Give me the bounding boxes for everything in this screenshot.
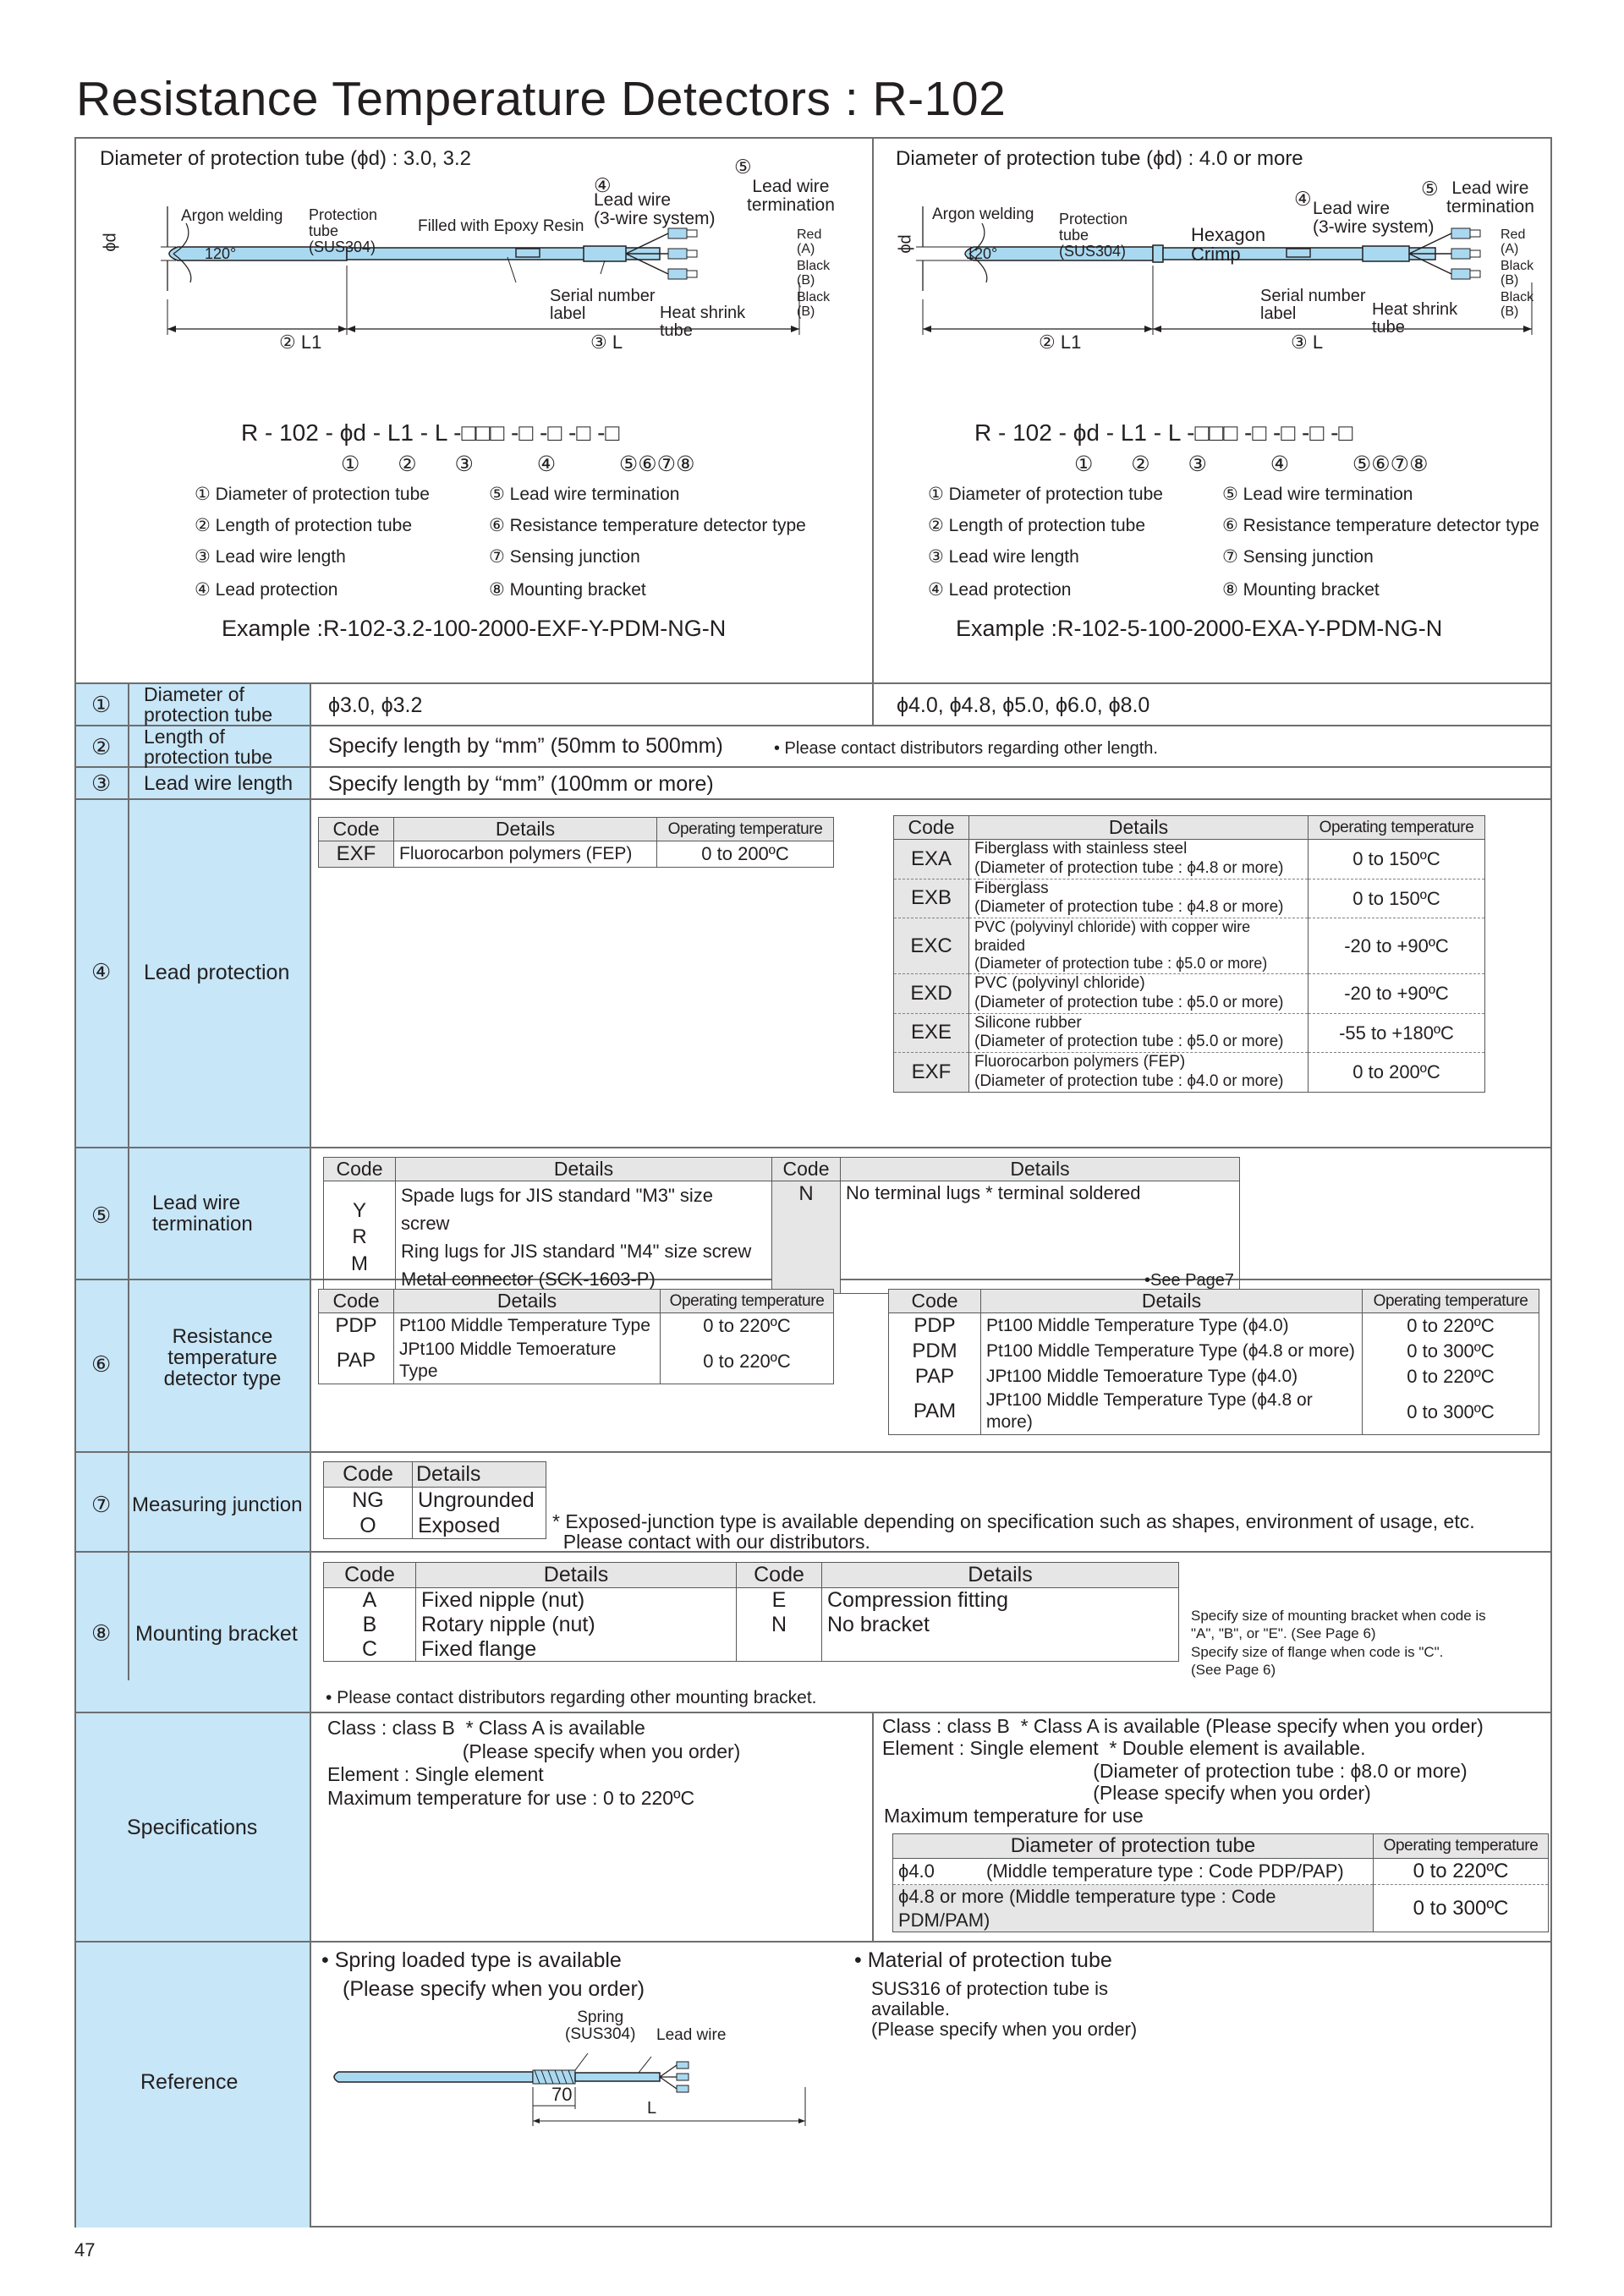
- right-code-line: R - 102 - ϕd - L1 - L -□□□ -□ -□ -□ -□: [974, 419, 1353, 446]
- right-serial: Serial number label: [1260, 287, 1366, 323]
- reference-label: Reference: [140, 2070, 239, 2094]
- table-row: PAP JPt100 Middle Temoerature Type (ϕ4.0) 0 to 220ºC: [889, 1364, 1539, 1389]
- right-heat-shrink: [1363, 246, 1409, 261]
- page-number: 47: [74, 2239, 96, 2260]
- right-black-b2: Black (B): [1501, 290, 1534, 319]
- label-column: [76, 682, 310, 2228]
- rtd-type-table-right: Code Details Operating temperature PDP Pt100 Middle Temperature Type (ϕ4.0) 0 to 220ºC PDM Pt100 Middle Temperature Type (ϕ4.8 or more) 0 to 300ºC PAP JPt100 Middle Temoerature Type (ϕ4.0) 0 to 220ºC PAM JPt100 Middle Temperature Type (ϕ4.8 or more) 0 to 300ºC: [888, 1289, 1539, 1435]
- specs-label: Specifications: [127, 1816, 258, 1839]
- right-phi-d: ϕd: [896, 234, 915, 254]
- left-protection-label: Protection tube (SUS304): [309, 206, 378, 255]
- table-row: PAM JPt100 Middle Temperature Type (ϕ4.8 or more) 0 to 300ºC: [889, 1389, 1539, 1434]
- left-black-b1: Black (B): [797, 259, 831, 288]
- left-phi-d: ϕd: [101, 233, 120, 252]
- right-hexagon-label: Hexagon Crimp: [1191, 224, 1266, 266]
- left-l1: ② L1: [279, 332, 322, 353]
- specs-max-label: Maximum temperature for use: [884, 1805, 1144, 1827]
- left-argon: Argon welding: [181, 207, 283, 225]
- left-lead-label: Lead wire (3-wire system): [594, 190, 716, 229]
- row5-label: Lead wire termination: [152, 1192, 253, 1236]
- row2-num: ②: [91, 734, 112, 759]
- table-row: Y R M Spade lugs for JIS standard "M3" size screw Ring lugs for JIS standard "M4" size screw Metal connector (SCK-1603-P) N No terminal lugs * terminal soldered •See Page7: [324, 1181, 1240, 1294]
- specs-left: Class : class B * Class A is available (Please specify when you order) Element : Single element Maximum temperature for use : 0 to 220ºC: [327, 1717, 741, 1809]
- dim-l: L: [647, 2099, 657, 2118]
- page-title: Resistance Temperature Detectors : R-102: [76, 72, 1007, 126]
- left-code-line: R - 102 - ϕd - L1 - L -□□□ -□ -□ -□ -□: [241, 419, 620, 446]
- right-argon: Argon welding: [932, 205, 1034, 223]
- right-lead-num: ④: [1294, 188, 1312, 210]
- spring-diagram: [321, 2050, 829, 2143]
- right-protection-label: Protection tube (SUS304): [1059, 211, 1128, 260]
- right-l1: ② L1: [1039, 332, 1082, 353]
- right-code-nums: ① ② ③ ④ ⑤⑥⑦⑧: [1074, 452, 1429, 476]
- left-serial: Serial number label: [550, 287, 656, 323]
- spring-title: • Spring loaded type is available: [321, 1948, 622, 1972]
- junction-table: Code Details NG O Ungrounded Exposed: [323, 1461, 546, 1539]
- right-angle: 120°: [966, 245, 998, 262]
- right-heat-shrink-label: Heat shrink tube: [1372, 300, 1458, 337]
- table-row: A B C Fixed nipple (nut) Rotary nipple (nut) Fixed flange E N Compression fitting No bracket: [324, 1588, 1179, 1662]
- table-row: EXB Fiberglass (Diameter of protection tube : ϕ4.8 or more) 0 to 150ºC: [894, 879, 1485, 918]
- right-lead-label: Lead wire (3-wire system): [1313, 199, 1435, 238]
- table-row: EXF Fluorocarbon polymers (FEP) (Diameter of protection tube : ϕ4.0 or more) 0 to 200ºC: [894, 1053, 1485, 1093]
- table-row: EXF Fluorocarbon polymers (FEP) 0 to 200ºC: [319, 841, 834, 868]
- specs-table: Diameter of protection tube Operating temperature ϕ4.0 (Middle temperature type : Code PDP/PAP) 0 to 220ºC ϕ4.8 or more (Middle temperature type : Code PDM/PAM) 0 to 300ºC: [892, 1833, 1549, 1932]
- left-heat-shrink: [584, 246, 626, 261]
- right-term-num: ⑤: [1421, 178, 1439, 200]
- left-lugs: [668, 228, 697, 279]
- left-heading: Diameter of protection tube (ϕd) : 3.0, 3.2: [100, 147, 471, 170]
- row7-note: * Exposed-junction type is available depending on specification such as shapes, environment of usage, etc. Please contact with our distributors.: [552, 1510, 1475, 1553]
- material-title: • Material of protection tube: [854, 1948, 1112, 1972]
- row1-left: ϕ3.0, ϕ3.2: [328, 693, 423, 717]
- row7-label: Measuring junction: [132, 1493, 303, 1516]
- row1-num: ①: [91, 692, 112, 717]
- left-code-nums: ① ② ③ ④ ⑤⑥⑦⑧: [341, 452, 695, 476]
- dim-70: 70: [551, 2084, 573, 2105]
- right-lugs: [1451, 228, 1480, 279]
- left-example: Example :R-102-3.2-100-2000-EXF-Y-PDM-NG-N: [222, 616, 727, 641]
- row2-note: • Please contact distributors regarding other length.: [774, 739, 1158, 758]
- table-row: EXC PVC (polyvinyl chloride) with copper wire braided (Diameter of protection tube : ϕ5.0 or more) -20 to +90ºC: [894, 918, 1485, 974]
- right-hexagon-crimp: [1153, 245, 1163, 262]
- row2-label: Length of protection tube: [144, 726, 273, 769]
- left-epoxy: Filled with Epoxy Resin: [418, 217, 584, 235]
- table-row: NG O Ungrounded Exposed: [324, 1488, 546, 1539]
- row3-label: Lead wire length: [144, 772, 294, 795]
- right-example: Example :R-102-5-100-2000-EXA-Y-PDM-NG-N: [956, 616, 1443, 641]
- right-black-b1: Black (B): [1501, 259, 1534, 288]
- right-l: ③ L: [1291, 332, 1324, 353]
- right-heading: Diameter of protection tube (ϕd) : 4.0 or more: [896, 147, 1303, 170]
- table-row: PAP JPt100 Middle Temoerature Type 0 to 220ºC: [319, 1339, 834, 1384]
- table-row: EXA Fiberglass with stainless steel (Diameter of protection tube : ϕ4.8 or more) 0 to 150ºC: [894, 840, 1485, 879]
- spring-lead-label: Lead wire: [656, 2026, 727, 2044]
- left-term-label: Lead wire termination: [747, 177, 835, 216]
- table-row: PDM Pt100 Middle Temperature Type (ϕ4.8 or more) 0 to 300ºC: [889, 1339, 1539, 1364]
- table-row: PDP Pt100 Middle Temperature Type 0 to 220ºC: [319, 1313, 834, 1340]
- row6-num: ⑥: [91, 1351, 112, 1377]
- left-red-a: Red (A): [797, 227, 822, 256]
- left-l: ③ L: [590, 332, 623, 353]
- row8-side-note: Specify size of mounting bracket when code is "A", "B", or "E". (See Page 6) Specify size of flange when code is "C". (See Page 6): [1191, 1608, 1486, 1678]
- lead-termination-table: Code Details Code Details Y R M Spade lugs for JIS standard "M3" size screw Ring lugs for JIS standard "M4" size screw Metal connector (SCK-1603-P) N No terminal lugs * terminal soldered •See Page7: [323, 1157, 1240, 1294]
- row5-num: ⑤: [91, 1203, 112, 1228]
- table-row: ϕ4.8 or more (Middle temperature type : Code PDM/PAM) 0 to 300ºC: [893, 1885, 1549, 1932]
- right-term-label: Lead wire termination: [1446, 178, 1534, 217]
- row8-label: Mounting bracket: [135, 1622, 298, 1646]
- spec-frame: Diameter of protection tube (ϕd) : 3.0, 3.2 ϕd Argon welding 120° Protection tube (SUS304) Filled with Epoxy Resin ④ Lead wire (3-wire system) ⑤ Lead wire termination Red (A) Black (B) Black (B) Serial number label Heat shrink tube ② L1 ③ L R - 102 - ϕd - L1 - L -□□□ -□ -□ -□ -□ ① ② ③ ④ ⑤⑥⑦⑧ ① Diameter of protection tube ⑤ Lead wire termination ② Length of protection tube ⑥ Resistance temperature detector type ③ Lead wire length ⑦ Sensing junction ④ Lead protection ⑧ Mounting bracket Example :R-102-3.2-100-2000-EXF-Y-PDM-NG-N Diameter of protection tube (ϕd) : 4.0 or more ϕd Argon welding 120° Protection tube (SUS304) Hexagon Crimp ④ Lead wire (3-wire system) ⑤ Lead wire termination Red (A) Black (B) Black (B) Serial number label Heat shrink tube ② L1 ③ L R - 102 - ϕd - L1 - L -□□□ -□ -□ -□ -□ ① ② ③ ④ ⑤⑥⑦⑧ ① Diameter of protection tube ⑤ Lead wire termination ② Length of protection tube ⑥ Resistance temperature detector type ③ Lead wire length ⑦ Sensing junction ④ Lead protection ⑧ Mounting bracket Example :R-102-5-100-2000-EXA-Y-PDM-NG-N ① Diameter of protection tube ϕ3.0, ϕ3.2 ϕ4.0, ϕ4.8, ϕ5.0, ϕ6.0, ϕ8.0 ② Length of protection tube Specify length by “mm” (50mm to 500mm) • Please contact distributors regarding other length. ③ Lead wire length Specify length by “mm” (100mm or more) ④ Lead protection Code Details Operating temperature EXF Fluorocarbon polymers (FEP) 0 to 200ºC Code Details Operating temperature EXA Fiberglass with stainless steel (Diameter of protection tube : ϕ4.8 or more) 0 to 150ºC EXB Fiberglass (Diameter of protection tube : ϕ4.8 or more) 0 to 150ºC EXC PVC (polyvinyl chloride) with copper wire braided (Diameter of protection tube : ϕ5.0 or more) -20 to +90ºC EXD PVC (polyvinyl chloride) (Diameter of protection tube : ϕ5.0 or more) -20 to +90ºC EXE Silicone rubber (Diameter of protection tube : ϕ5.0 or more) -55 to +180ºC EXF Fluorocarbon polymers (FEP) (Diameter of protection tube : ϕ4.0 or more) 0 to 200ºC ⑤ Lead wire termination Code Details Code Details Y R M Spade lugs for JIS standard "M3" size screw Ring lugs for JIS standard "M4" size screw Metal connector (SCK-1603-P) N No terminal lugs * terminal soldered •See Page7 ⑥ Resistance temperature detector type Code Details Operating temperature PDP Pt100 Middle Temperature Type 0 to 220ºC PAP JPt100 Middle Temoerature Type 0 to 220ºC Code Details Operating temperature PDP Pt100 Middle Temperature Type (ϕ4.0) 0 to 220ºC PDM Pt100 Middle Temperature Type (ϕ4.8 or more) 0 to 300ºC PAP JPt100 Middle Temoerature Type (ϕ4.0) 0 to 220ºC PAM JPt100 Middle Temperature Type (ϕ4.8 or more) 0 to 300ºC ⑦ Measuring junction Code Details NG O Ungrounded Exposed * Exposed-junction type is available depending on specification such as shapes, environment of usage, etc. Please contact with our distributors. ⑧ Mounting bracket Code Details Code Details A B C Fixed nipple (nut) Rotary nipple (nut) Fixed flange E N Compression fitting No bracket Specify size of mounting bracket when code is "A", "B", or "E". (See Page 6) Specify size of flange when code is "C". (See Page 6) • Please contact distributors regarding other mounting bracket. Specifications Class : class B * Class A is available (Please specify when you order) Element : Single element Maximum temperature for use : 0 to 220ºC Class : class B * Class A is available (Please specify when you order) Element : Single element * Double element is available. (Diameter of protection tube : ϕ8.0 or more) (Please specify when you order) Maximum temperature for use Diameter of protection tube Operating temperature ϕ4.0 (Middle temperature type : Code PDP/PAP) 0 to 220ºC ϕ4.8 or more (Middle temperature type : Code PDM/PAM) 0 to 300ºC Reference • Spring loaded type is available (Please specify when you order) Spring (SUS304) Lead wire 70 L • Material of protection tube SUS316 of protection tube is available. (Please specify when you order): [74, 137, 1552, 2228]
- spring-label: Spring (SUS304): [565, 2008, 636, 2043]
- mounting-table: Code Details Code Details A B C Fixed nipple (nut) Rotary nipple (nut) Fixed flange E N Compression fitting No bracket: [323, 1562, 1179, 1662]
- rtd-type-table-left: Code Details Operating temperature PDP Pt100 Middle Temperature Type 0 to 220ºC PAP JPt100 Middle Temoerature Type 0 to 220ºC: [318, 1289, 834, 1384]
- row8-num: ⑧: [91, 1620, 112, 1646]
- row4-num: ④: [91, 959, 112, 984]
- left-wires: [626, 233, 668, 274]
- row8-note: • Please contact distributors regarding other mounting bracket.: [326, 1688, 817, 1707]
- specs-right: Class : class B * Class A is available (Please specify when you order) Element : Single element * Double element is available. (Diameter of protection tube : ϕ8.0 or more) (Please specify when you order): [882, 1715, 1484, 1805]
- row3-num: ③: [91, 770, 112, 796]
- row2-text: Specify length by “mm” (50mm to 500mm): [328, 734, 723, 758]
- row1-label: Diameter of protection tube: [144, 683, 273, 726]
- lead-protection-table-right: Code Details Operating temperature EXA Fiberglass with stainless steel (Diameter of protection tube : ϕ4.8 or more) 0 to 150ºC EXB Fiberglass (Diameter of protection tube : ϕ4.8 or more) 0 to 150ºC EXC PVC (polyvinyl chloride) with copper wire braided (Diameter of protection tube : ϕ5.0 or more) -20 to +90ºC EXD PVC (polyvinyl chloride) (Diameter of protection tube : ϕ5.0 or more) -20 to +90ºC EXE Silicone rubber (Diameter of protection tube : ϕ5.0 or more) -55 to +180ºC EXF Fluorocarbon polymers (FEP) (Diameter of protection tube : ϕ4.0 or more) 0 to 200ºC: [893, 815, 1485, 1093]
- table-row: ϕ4.0 (Middle temperature type : Code PDP/PAP) 0 to 220ºC: [893, 1859, 1549, 1885]
- left-black-b2: Black (B): [797, 290, 831, 319]
- left-lead-num: ④: [594, 174, 612, 196]
- spring-sub: (Please specify when you order): [343, 1977, 645, 2001]
- right-red-a: Red (A): [1501, 227, 1526, 256]
- left-angle: 120°: [205, 245, 237, 262]
- row4-label: Lead protection: [144, 961, 290, 984]
- table-row: EXE Silicone rubber (Diameter of protection tube : ϕ5.0 or more) -55 to +180ºC: [894, 1013, 1485, 1053]
- row6-label: Resistance temperature detector type: [163, 1325, 282, 1391]
- table-row: PDP Pt100 Middle Temperature Type (ϕ4.0) 0 to 220ºC: [889, 1313, 1539, 1340]
- left-heat-shrink-label: Heat shrink tube: [660, 304, 746, 340]
- row7-num: ⑦: [91, 1492, 112, 1517]
- left-term-num: ⑤: [734, 156, 752, 178]
- row3-text: Specify length by “mm” (100mm or more): [328, 772, 714, 796]
- material-text: SUS316 of protection tube is available. (Please specify when you order): [871, 1978, 1138, 2041]
- lead-protection-table-left: Code Details Operating temperature EXF Fluorocarbon polymers (FEP) 0 to 200ºC: [318, 817, 834, 868]
- row1-right: ϕ4.0, ϕ4.8, ϕ5.0, ϕ6.0, ϕ8.0: [897, 693, 1150, 717]
- table-row: EXD PVC (polyvinyl chloride) (Diameter of protection tube : ϕ5.0 or more) -20 to +90ºC: [894, 973, 1485, 1013]
